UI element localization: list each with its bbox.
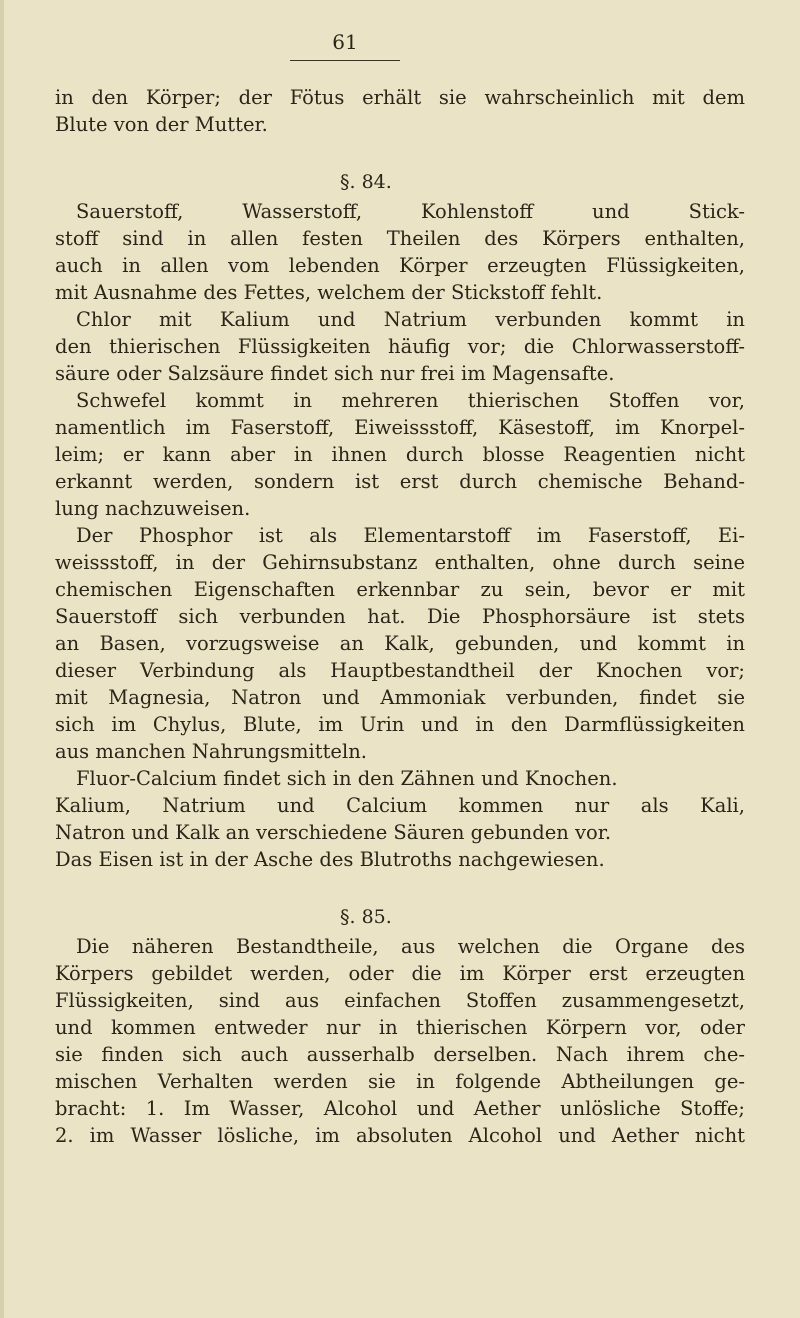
text-line: Kalium, Natrium und Calcium kommen nur als Kali, xyxy=(55,794,745,817)
section-heading-85: §. 85. xyxy=(340,906,392,928)
text-line: lung nachzuweisen. xyxy=(55,497,251,520)
text-line: leim; er kann aber in ihnen durch blosse Reagentien nicht xyxy=(55,443,745,466)
text-line: Flüssigkeiten, sind aus einfachen Stoffen zusammengesetzt, xyxy=(55,989,745,1012)
text-line: säure oder Salzsäure findet sich nur frei im Magensafte. xyxy=(55,362,615,385)
section-heading-84: §. 84. xyxy=(340,171,392,193)
page-edge xyxy=(0,0,4,1318)
text-line: sie finden sich auch ausserhalb derselben. Nach ihrem che- xyxy=(55,1043,745,1066)
text-line: Körpers gebildet werden, oder die im Körper erst erzeugten xyxy=(55,962,745,985)
text-line: Fluor-Calcium findet sich in den Zähnen und Knochen. xyxy=(76,767,618,790)
text-line: in den Körper; der Fötus erhält sie wahrscheinlich mit dem xyxy=(55,86,745,109)
text-line: Sauerstoff sich verbunden hat. Die Phosphorsäure ist stets xyxy=(55,605,745,628)
text-line: an Basen, vorzugsweise an Kalk, gebunden, und kommt in xyxy=(55,632,745,655)
text-line: Chlor mit Kalium und Natrium verbunden kommt in xyxy=(76,308,745,331)
text-line: 2. im Wasser lösliche, im absoluten Alcohol und Aether nicht xyxy=(55,1124,745,1147)
text-line: erkannt werden, sondern ist erst durch chemische Behand- xyxy=(55,470,745,493)
text-line: Der Phosphor ist als Elementarstoff im Faserstoff, Ei- xyxy=(76,524,745,547)
text-line: und kommen entweder nur in thierischen Körpern vor, oder xyxy=(55,1016,745,1039)
text-line: Sauerstoff, Wasserstoff, Kohlenstoff und Stick- xyxy=(76,200,745,223)
text-line: dieser Verbindung als Hauptbestandtheil der Knochen vor; xyxy=(55,659,745,682)
text-line: auch in allen vom lebenden Körper erzeugten Flüssigkeiten, xyxy=(55,254,745,277)
text-line: weissstoff, in der Gehirnsubstanz enthalten, ohne durch seine xyxy=(55,551,745,574)
text-line: namentlich im Faserstoff, Eiweissstoff, Käsestoff, im Knorpel- xyxy=(55,416,745,439)
text-line: sich im Chylus, Blute, im Urin und in den Darmflüssigkeiten xyxy=(55,713,745,736)
text-line: Das Eisen ist in der Asche des Blutroths nachgewiesen. xyxy=(55,848,605,871)
text-line: mit Magnesia, Natron und Ammoniak verbunden, findet sie xyxy=(55,686,745,709)
text-line: stoff sind in allen festen Theilen des Körpers enthalten, xyxy=(55,227,745,250)
text-line: mit Ausnahme des Fettes, welchem der Stickstoff fehlt. xyxy=(55,281,603,304)
text-line: mischen Verhalten werden sie in folgende Abtheilungen ge- xyxy=(55,1070,745,1093)
text-line: bracht: 1. Im Wasser, Alcohol und Aether unlösliche Stoffe; xyxy=(55,1097,745,1120)
page-number: 61 xyxy=(290,30,400,61)
text-line: Blute von der Mutter. xyxy=(55,113,268,136)
text-line: Natron und Kalk an verschiedene Säuren gebunden vor. xyxy=(55,821,612,844)
text-line: aus manchen Nahrungsmitteln. xyxy=(55,740,367,763)
text-line: Die näheren Bestandtheile, aus welchen die Organe des xyxy=(76,935,745,958)
text-line: den thierischen Flüssigkeiten häufig vor; die Chlorwasserstoff- xyxy=(55,335,745,358)
text-line: chemischen Eigenschaften erkennbar zu sein, bevor er mit xyxy=(55,578,745,601)
text-line: Schwefel kommt in mehreren thierischen Stoffen vor, xyxy=(76,389,745,412)
